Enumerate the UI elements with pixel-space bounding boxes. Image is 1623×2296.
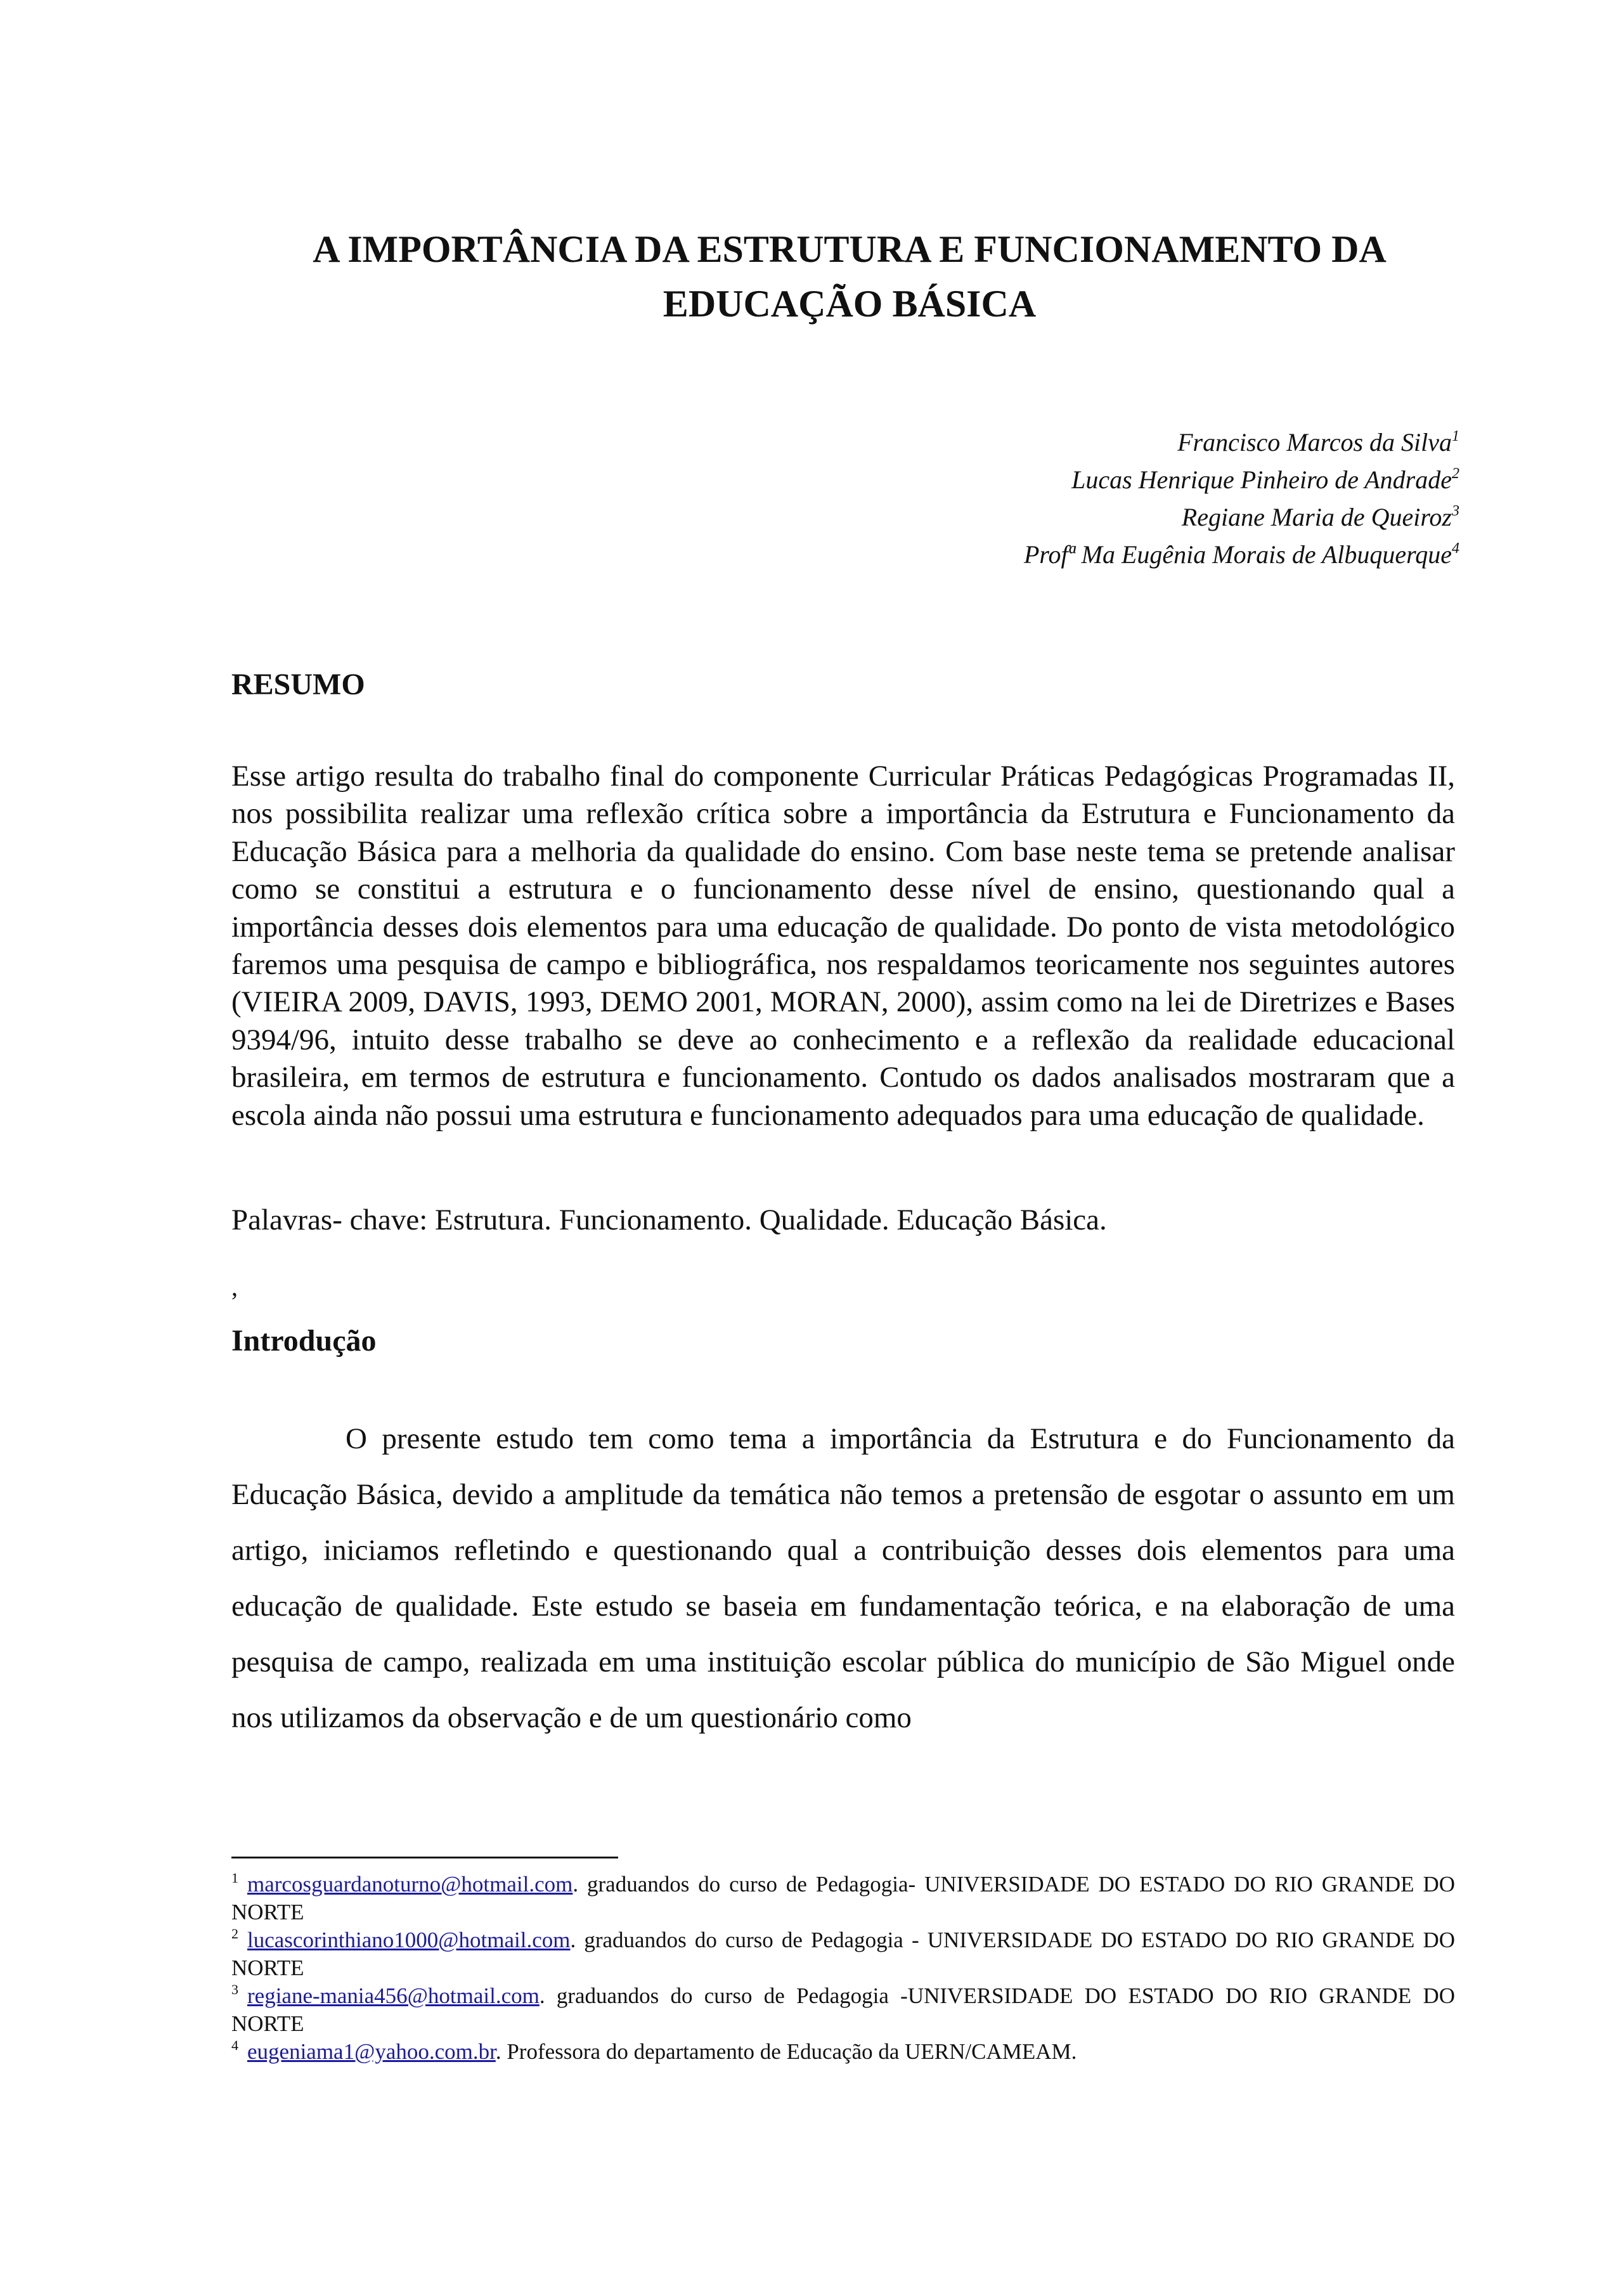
footnote-text: . graduandos do curso de Pedagogia- UNIVERSIDADE DO ESTADO DO RIO GRANDE DO NORTE <box>231 1872 1455 1924</box>
footnote-1 <box>231 1871 1455 1926</box>
footnote-mark[interactable]: 2 <box>1452 465 1459 482</box>
footnote-text: . Professora do departamento de Educação da UERN/CAMEAM. <box>495 2039 1077 2064</box>
footnote-4 <box>231 2038 1455 2066</box>
author-2 <box>1024 461 1459 498</box>
author-3 <box>1024 498 1459 536</box>
author-list <box>1024 424 1459 573</box>
stray-comma: , <box>231 1273 238 1301</box>
author-name: Lucas Henrique Pinheiro de Andrade <box>1071 465 1452 494</box>
footnote-2 <box>231 1926 1455 1982</box>
author-name: Francisco Marcos da Silva <box>1177 428 1452 457</box>
footnote-number: 1 <box>231 1870 238 1886</box>
footnote-number: 2 <box>231 1926 238 1942</box>
footnote-3 <box>231 1982 1455 2038</box>
email-link[interactable]: marcosguardanoturno@hotmail.com <box>247 1872 573 1897</box>
paper-title-line-1: A IMPORTÂNCIA DA ESTRUTURA E FUNCIONAMENTO DA <box>313 228 1387 270</box>
author-1 <box>1024 424 1459 461</box>
author-4 <box>1024 536 1459 573</box>
footnote-mark[interactable]: 4 <box>1452 540 1459 557</box>
abstract-text: Esse artigo resulta do trabalho final do componente Curricular Práticas Pedagógicas Programadas II, nos possibilita realizar uma reflexão crítica sobre a importância da Estrutura e Funcionamento da Educação Básica para a melhoria da qualidade do ensino. Com base neste tema se pretende analisar como se constitui a estrutura e o funcionamento desse nível de ensino, questionando qual a importância desses dois elementos para uma educação de qualidade. Do ponto de vista metodológico faremos uma pesquisa de campo e bibliográfica, nos respaldamos teoricamente nos seguintes autores (VIEIRA 2009, DAVIS, 1993, DEMO 2001, MORAN, 2000), assim como na lei de Diretrizes e Bases 9394/96, intuito desse trabalho se deve ao conhecimento e a reflexão da realidade educacional brasileira, em termos de estrutura e funcionamento. Contudo os dados analisados mostraram que a escola ainda não possui uma estrutura e funcionamento adequados para uma educação de qualidade. <box>231 760 1455 1132</box>
paper-title-line-2: EDUCAÇÃO BÁSICA <box>663 283 1037 325</box>
author-name: Profª Ma Eugênia Morais de Albuquerque <box>1023 540 1452 569</box>
paper-title <box>228 222 1471 331</box>
abstract-heading: RESUMO <box>231 668 365 701</box>
footnote-divider <box>231 1857 618 1858</box>
footnotes <box>231 1871 1455 2066</box>
footnote-text: . graduandos do curso de Pedagogia -UNIVERSIDADE DO ESTADO DO RIO GRANDE DO NORTE <box>231 1983 1455 2036</box>
introduction-heading: Introdução <box>231 1324 377 1358</box>
footnote-mark[interactable]: 3 <box>1452 503 1459 519</box>
footnote-number: 3 <box>231 1981 238 1997</box>
email-link[interactable]: eugeniama1@yahoo.com.br <box>247 2039 496 2064</box>
author-name: Regiane Maria de Queiroz <box>1181 503 1452 531</box>
introduction-text: O presente estudo tem como tema a importância da Estrutura e do Funcionamento da Educação Básica, devido a amplitude da temática não temos a pretensão de esgotar o assunto em um artigo, iniciamos refletindo e questionando qual a contribuição desses dois elementos para uma educação de qualidade. Este estudo se baseia em fundamentação teórica, e na elaboração de uma pesquisa de campo, realizada em uma instituição escolar pública do município de São Miguel onde nos utilizamos da observação e de um questionário como <box>231 1422 1455 1734</box>
keywords: Palavras- chave: Estrutura. Funcionamento. Qualidade. Educação Básica. <box>231 1203 1107 1236</box>
footnote-mark[interactable]: 1 <box>1452 428 1459 444</box>
email-link[interactable]: regiane-mania456@hotmail.com <box>247 1983 540 2008</box>
email-link[interactable]: lucascorinthiano1000@hotmail.com <box>247 1928 571 1952</box>
footnote-text: . graduandos do curso de Pedagogia - UNIVERSIDADE DO ESTADO DO RIO GRANDE DO NORTE <box>231 1928 1455 1980</box>
footnote-number: 4 <box>231 2037 238 2053</box>
